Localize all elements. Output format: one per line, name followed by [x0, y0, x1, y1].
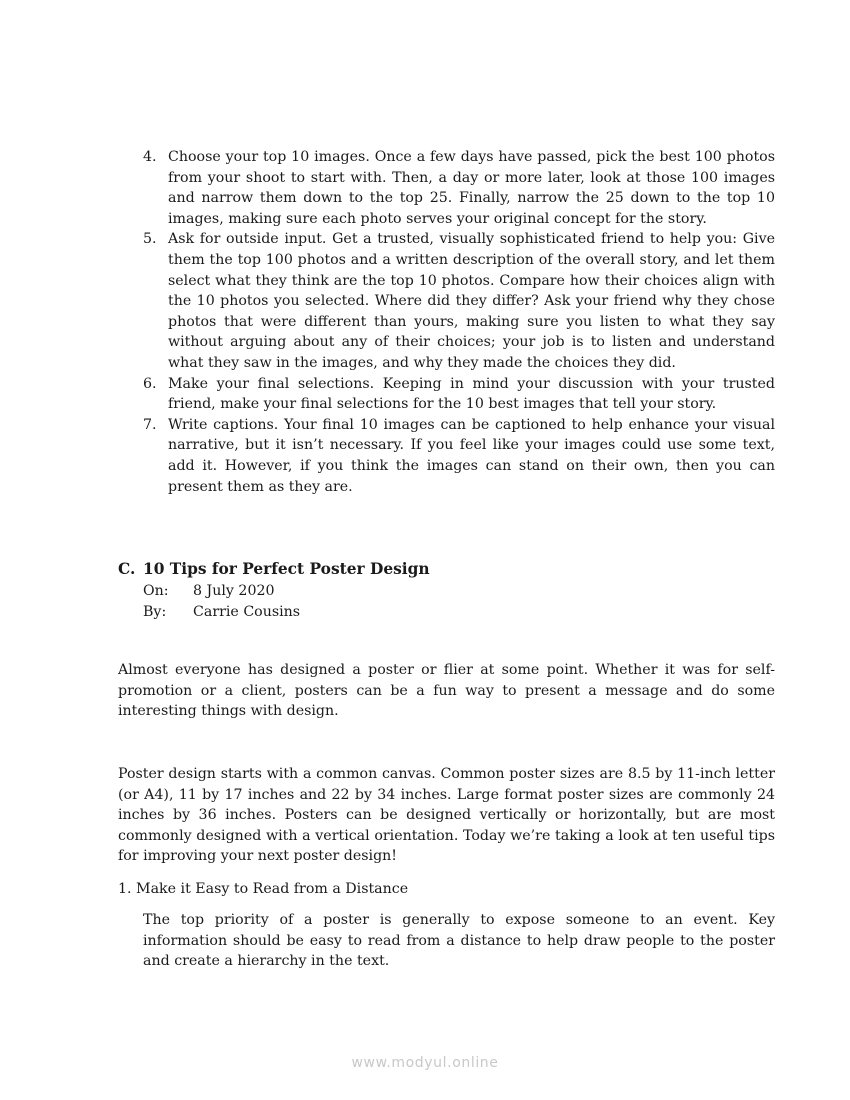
- poster-sizes-paragraph: Poster design starts with a common canvas. Common poster sizes are 8.5 by 11-inch letter (or A4), 11 by 17 inches and 22 by 34 inches. Large format poster sizes are commonly 24 inches by 36 inches. Posters can be designed vertically or horizontally, but are most commonly designed with a vertical orientation. Today we’re taking a look at ten useful tips for improving your next poster design!: [118, 766, 775, 865]
- list-item-number: 4.: [143, 149, 157, 165]
- section-title: 10 Tips for Perfect Poster Design: [143, 560, 430, 578]
- tip-body: The top priority of a poster is generally to expose someone to an event. Key information should be easy to read from a distance to help draw people to the poster and create a hierarchy in the text.: [143, 912, 775, 970]
- list-item-number: 7.: [143, 416, 157, 433]
- list-item-number: 5.: [143, 231, 157, 248]
- section-letter: C.: [118, 560, 136, 578]
- list-item: [143, 229, 775, 373]
- list-item-text: Make your final selections. Keeping in mind your discussion with your trusted friend, make your final selections for the 10 best images that tell your story.: [168, 375, 775, 413]
- list-item-number: 6.: [143, 375, 157, 392]
- author-label: By:: [143, 604, 167, 620]
- tip-heading: 1. Make it Easy to Read from a Distance: [118, 881, 409, 897]
- article-date: [143, 581, 543, 601]
- author-value: Carrie Cousins: [193, 604, 301, 620]
- section-heading: [118, 559, 430, 579]
- intro-paragraph: Almost everyone has designed a poster or flier at some point. Whether it was for self-promotion or a client, posters can be a fun way to present a message and do some interesting things with design.: [118, 662, 775, 720]
- article-author: [143, 602, 543, 622]
- list-item-text: Ask for outside input. Get a trusted, visually sophisticated friend to help you: Give them the top 100 photos and a written description of the overall story, and let them select what they think are the top 10 photos. Compare how their choices align with the 10 photos you selected. Where did they differ? Ask your friend why they chose photos that were different than yours, making sure you listen to what they say without arguing about any of their choices; your job is to listen and understand what they saw in the images, and why they made the choices they did.: [168, 231, 775, 371]
- list-item: [143, 374, 775, 415]
- list-item: [143, 415, 775, 497]
- date-label: On:: [143, 583, 169, 599]
- date-value: 8 July 2020: [193, 583, 275, 599]
- list-item-text: Choose your top 10 images. Once a few days have passed, pick the best 100 photos from your shoot to start with. Then, a day or more later, look at those 100 images and narrow them down to the top 25. Finally, narrow the 25 down to the top 10 images, making sure each photo serves your original concept for the story.: [168, 149, 775, 227]
- watermark: www.modyul.online: [351, 1055, 499, 1071]
- list-item-text: Write captions. Your final 10 images can be captioned to help enhance your visual narrative, but it isn’t necessary. If you feel like your images could use some text, add it. However, if you think the images can stand on their own, then you can present them as they are.: [168, 416, 775, 495]
- numbered-steps-list: [143, 147, 775, 497]
- list-item: [143, 147, 775, 229]
